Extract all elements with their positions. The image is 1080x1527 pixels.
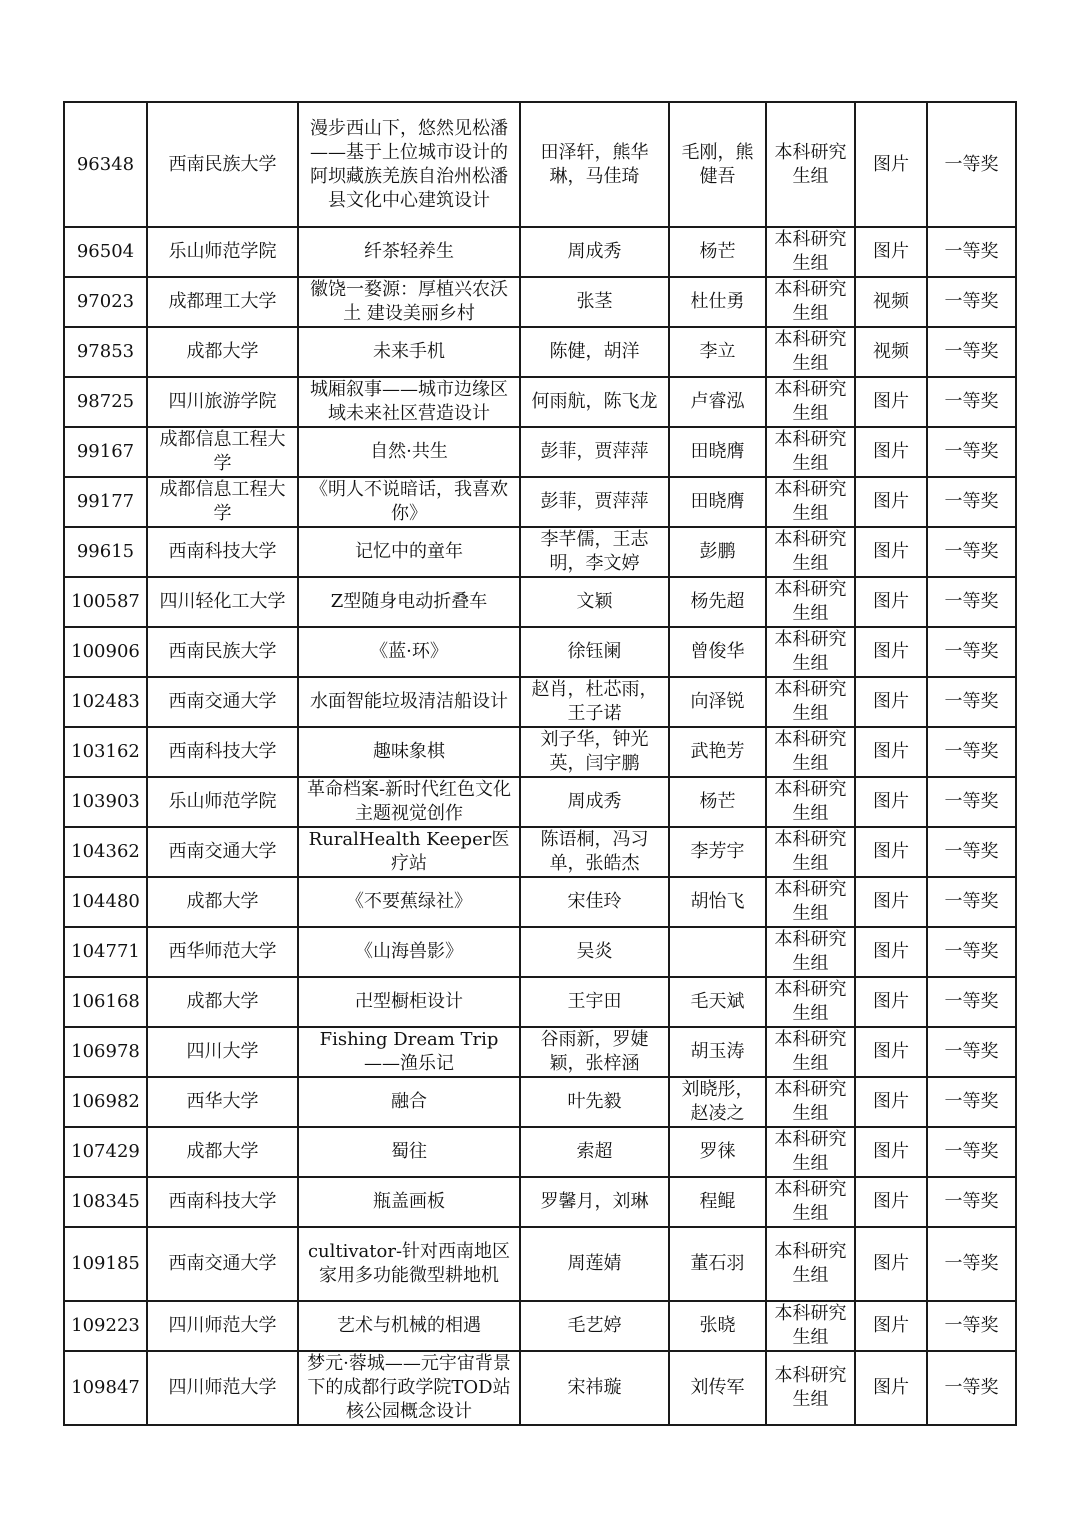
prize-cell: 一等奖 <box>927 102 1016 227</box>
award-id-cell: 104480 <box>64 877 147 927</box>
award-id-cell: 97853 <box>64 327 147 377</box>
award-id-cell: 103903 <box>64 777 147 827</box>
prize-cell: 一等奖 <box>927 627 1016 677</box>
work-title-cell: 梦元·蓉城——元宇宙背景下的成都行政学院TOD站核公园概念设计 <box>298 1351 520 1425</box>
work-type-cell: 图片 <box>855 727 927 777</box>
work-title-cell: 漫步西山下，悠然见松潘——基于上位城市设计的阿坝藏族羌族自治州松潘县文化中心建筑设计 <box>298 102 520 227</box>
table-row <box>64 727 1016 777</box>
school-cell: 西南民族大学 <box>147 102 298 227</box>
group-cell: 本科研究生组 <box>766 377 855 427</box>
work-type-cell: 图片 <box>855 227 927 277</box>
advisor-cell: 彭鹏 <box>669 527 766 577</box>
work-title-cell: 《山海兽影》 <box>298 927 520 977</box>
group-cell: 本科研究生组 <box>766 577 855 627</box>
authors-cell: 周成秀 <box>520 777 669 827</box>
table-row <box>64 102 1016 227</box>
table-row <box>64 627 1016 677</box>
authors-cell: 赵肖，杜芯雨，王子诺 <box>520 677 669 727</box>
advisor-cell: 董石羽 <box>669 1227 766 1301</box>
award-id-cell: 107429 <box>64 1127 147 1177</box>
authors-cell: 陈语桐，冯习单，张皓杰 <box>520 827 669 877</box>
table-row <box>64 477 1016 527</box>
authors-cell: 张茎 <box>520 277 669 327</box>
work-type-cell: 图片 <box>855 777 927 827</box>
work-title-cell: 未来手机 <box>298 327 520 377</box>
work-title-cell: 艺术与机械的相遇 <box>298 1301 520 1351</box>
school-cell: 成都大学 <box>147 977 298 1027</box>
group-cell: 本科研究生组 <box>766 1351 855 1425</box>
award-id-cell: 102483 <box>64 677 147 727</box>
advisor-cell: 罗徕 <box>669 1127 766 1177</box>
advisor-cell: 刘晓彤，赵凌之 <box>669 1077 766 1127</box>
work-title-cell: 革命档案-新时代红色文化主题视觉创作 <box>298 777 520 827</box>
authors-cell: 李芊儒，王志明，李文婷 <box>520 527 669 577</box>
group-cell: 本科研究生组 <box>766 1177 855 1227</box>
table-row <box>64 777 1016 827</box>
award-id-cell: 109847 <box>64 1351 147 1425</box>
work-title-cell: 水面智能垃圾清洁船设计 <box>298 677 520 727</box>
school-cell: 成都大学 <box>147 877 298 927</box>
prize-cell: 一等奖 <box>927 727 1016 777</box>
award-id-cell: 103162 <box>64 727 147 777</box>
authors-cell: 索超 <box>520 1127 669 1177</box>
advisor-cell: 田晓膺 <box>669 427 766 477</box>
group-cell: 本科研究生组 <box>766 1027 855 1077</box>
school-cell: 四川师范大学 <box>147 1351 298 1425</box>
group-cell: 本科研究生组 <box>766 102 855 227</box>
award-id-cell: 99167 <box>64 427 147 477</box>
prize-cell: 一等奖 <box>927 877 1016 927</box>
prize-cell: 一等奖 <box>927 827 1016 877</box>
prize-cell: 一等奖 <box>927 1177 1016 1227</box>
award-id-cell: 97023 <box>64 277 147 327</box>
school-cell: 西南交通大学 <box>147 1227 298 1301</box>
authors-cell: 陈健，胡洋 <box>520 327 669 377</box>
work-type-cell: 图片 <box>855 1027 927 1077</box>
table-row <box>64 827 1016 877</box>
award-id-cell: 106978 <box>64 1027 147 1077</box>
work-title-cell: 融合 <box>298 1077 520 1127</box>
table-row <box>64 1127 1016 1177</box>
advisor-cell: 张晓 <box>669 1301 766 1351</box>
work-title-cell: 《明人不说暗话，我喜欢你》 <box>298 477 520 527</box>
school-cell: 四川师范大学 <box>147 1301 298 1351</box>
prize-cell: 一等奖 <box>927 477 1016 527</box>
school-cell: 西南科技大学 <box>147 527 298 577</box>
work-title-cell: 蜀往 <box>298 1127 520 1177</box>
advisor-cell: 毛天斌 <box>669 977 766 1027</box>
authors-cell: 毛艺婷 <box>520 1301 669 1351</box>
authors-cell: 田泽轩，熊华琳，马佳琦 <box>520 102 669 227</box>
school-cell: 成都大学 <box>147 327 298 377</box>
authors-cell: 宋祎璇 <box>520 1351 669 1425</box>
advisor-cell: 李芳宇 <box>669 827 766 877</box>
school-cell: 西南科技大学 <box>147 727 298 777</box>
table-row <box>64 927 1016 977</box>
work-title-cell: 瓶盖画板 <box>298 1177 520 1227</box>
prize-cell: 一等奖 <box>927 1077 1016 1127</box>
school-cell: 西华师范大学 <box>147 927 298 977</box>
school-cell: 成都信息工程大学 <box>147 477 298 527</box>
award-id-cell: 108345 <box>64 1177 147 1227</box>
advisor-cell: 胡玉涛 <box>669 1027 766 1077</box>
table-row <box>64 1177 1016 1227</box>
award-id-cell: 96348 <box>64 102 147 227</box>
table-row <box>64 1351 1016 1425</box>
authors-cell: 叶先毅 <box>520 1077 669 1127</box>
award-id-cell: 106982 <box>64 1077 147 1127</box>
work-type-cell: 图片 <box>855 577 927 627</box>
work-title-cell: 《不要蕉绿社》 <box>298 877 520 927</box>
work-type-cell: 图片 <box>855 827 927 877</box>
group-cell: 本科研究生组 <box>766 477 855 527</box>
advisor-cell: 杨芒 <box>669 227 766 277</box>
advisor-cell: 向泽锐 <box>669 677 766 727</box>
group-cell: 本科研究生组 <box>766 727 855 777</box>
table-row <box>64 277 1016 327</box>
authors-cell: 吴炎 <box>520 927 669 977</box>
group-cell: 本科研究生组 <box>766 677 855 727</box>
authors-cell: 彭菲，贾萍萍 <box>520 477 669 527</box>
prize-cell: 一等奖 <box>927 277 1016 327</box>
school-cell: 成都大学 <box>147 1127 298 1177</box>
work-type-cell: 图片 <box>855 677 927 727</box>
group-cell: 本科研究生组 <box>766 427 855 477</box>
work-type-cell: 图片 <box>855 527 927 577</box>
prize-cell: 一等奖 <box>927 1227 1016 1301</box>
awards-table <box>63 101 1017 1426</box>
prize-cell: 一等奖 <box>927 677 1016 727</box>
award-id-cell: 99615 <box>64 527 147 577</box>
advisor-cell: 杨先超 <box>669 577 766 627</box>
award-id-cell: 100587 <box>64 577 147 627</box>
prize-cell: 一等奖 <box>927 427 1016 477</box>
group-cell: 本科研究生组 <box>766 1227 855 1301</box>
work-title-cell: RuralHealth Keeper医疗站 <box>298 827 520 877</box>
work-title-cell: 自然·共生 <box>298 427 520 477</box>
prize-cell: 一等奖 <box>927 1127 1016 1177</box>
table-row <box>64 227 1016 277</box>
group-cell: 本科研究生组 <box>766 1301 855 1351</box>
award-id-cell: 100906 <box>64 627 147 677</box>
work-type-cell: 图片 <box>855 477 927 527</box>
advisor-cell: 曾俊华 <box>669 627 766 677</box>
prize-cell: 一等奖 <box>927 777 1016 827</box>
table-row <box>64 427 1016 477</box>
advisor-cell: 李立 <box>669 327 766 377</box>
work-type-cell: 图片 <box>855 1351 927 1425</box>
work-type-cell: 图片 <box>855 877 927 927</box>
school-cell: 乐山师范学院 <box>147 777 298 827</box>
work-type-cell: 图片 <box>855 1301 927 1351</box>
advisor-cell: 胡怡飞 <box>669 877 766 927</box>
group-cell: 本科研究生组 <box>766 627 855 677</box>
award-id-cell: 96504 <box>64 227 147 277</box>
school-cell: 四川旅游学院 <box>147 377 298 427</box>
prize-cell: 一等奖 <box>927 577 1016 627</box>
group-cell: 本科研究生组 <box>766 877 855 927</box>
work-title-cell: cultivator-针对西南地区家用多功能微型耕地机 <box>298 1227 520 1301</box>
table-row <box>64 527 1016 577</box>
prize-cell: 一等奖 <box>927 977 1016 1027</box>
work-type-cell: 视频 <box>855 327 927 377</box>
award-id-cell: 104771 <box>64 927 147 977</box>
authors-cell: 周成秀 <box>520 227 669 277</box>
advisor-cell <box>669 927 766 977</box>
advisor-cell: 卢睿泓 <box>669 377 766 427</box>
work-title-cell: 趣味象棋 <box>298 727 520 777</box>
table-row <box>64 327 1016 377</box>
table-row <box>64 377 1016 427</box>
authors-cell: 周莲婧 <box>520 1227 669 1301</box>
work-type-cell: 图片 <box>855 977 927 1027</box>
school-cell: 四川轻化工大学 <box>147 577 298 627</box>
award-id-cell: 106168 <box>64 977 147 1027</box>
award-id-cell: 98725 <box>64 377 147 427</box>
group-cell: 本科研究生组 <box>766 327 855 377</box>
prize-cell: 一等奖 <box>927 327 1016 377</box>
school-cell: 西南科技大学 <box>147 1177 298 1227</box>
work-title-cell: 城厢叙事——城市边缘区域未来社区营造设计 <box>298 377 520 427</box>
table-row <box>64 1027 1016 1077</box>
table-row <box>64 977 1016 1027</box>
advisor-cell: 杨芒 <box>669 777 766 827</box>
table-row <box>64 1077 1016 1127</box>
group-cell: 本科研究生组 <box>766 827 855 877</box>
work-type-cell: 图片 <box>855 1127 927 1177</box>
authors-cell: 王宇田 <box>520 977 669 1027</box>
authors-cell: 罗馨月，刘琳 <box>520 1177 669 1227</box>
advisor-cell: 刘传军 <box>669 1351 766 1425</box>
school-cell: 成都信息工程大学 <box>147 427 298 477</box>
work-type-cell: 图片 <box>855 1177 927 1227</box>
award-id-cell: 99177 <box>64 477 147 527</box>
group-cell: 本科研究生组 <box>766 777 855 827</box>
school-cell: 西华大学 <box>147 1077 298 1127</box>
authors-cell: 何雨航，陈飞龙 <box>520 377 669 427</box>
work-type-cell: 图片 <box>855 927 927 977</box>
work-type-cell: 图片 <box>855 627 927 677</box>
prize-cell: 一等奖 <box>927 1027 1016 1077</box>
prize-cell: 一等奖 <box>927 1301 1016 1351</box>
authors-cell: 彭菲，贾萍萍 <box>520 427 669 477</box>
school-cell: 西南交通大学 <box>147 827 298 877</box>
work-title-cell: 记忆中的童年 <box>298 527 520 577</box>
school-cell: 四川大学 <box>147 1027 298 1077</box>
work-type-cell: 图片 <box>855 102 927 227</box>
advisor-cell: 程鲲 <box>669 1177 766 1227</box>
group-cell: 本科研究生组 <box>766 1077 855 1127</box>
advisor-cell: 毛刚，熊健吾 <box>669 102 766 227</box>
work-title-cell: Z型随身电动折叠车 <box>298 577 520 627</box>
award-id-cell: 109185 <box>64 1227 147 1301</box>
prize-cell: 一等奖 <box>927 927 1016 977</box>
work-type-cell: 图片 <box>855 1227 927 1301</box>
group-cell: 本科研究生组 <box>766 527 855 577</box>
work-title-cell: 徽饶一婺源：厚植兴农沃土 建设美丽乡村 <box>298 277 520 327</box>
work-type-cell: 图片 <box>855 427 927 477</box>
authors-cell: 宋佳玲 <box>520 877 669 927</box>
table-row <box>64 577 1016 627</box>
prize-cell: 一等奖 <box>927 1351 1016 1425</box>
prize-cell: 一等奖 <box>927 377 1016 427</box>
group-cell: 本科研究生组 <box>766 977 855 1027</box>
work-type-cell: 视频 <box>855 277 927 327</box>
advisor-cell: 田晓膺 <box>669 477 766 527</box>
table-body <box>64 102 1016 1425</box>
work-title-cell: Fishing Dream Trip——渔乐记 <box>298 1027 520 1077</box>
advisor-cell: 杜仕勇 <box>669 277 766 327</box>
work-title-cell: 卍型橱柜设计 <box>298 977 520 1027</box>
advisor-cell: 武艳芳 <box>669 727 766 777</box>
authors-cell: 刘子华，钟光英，闫宇鹏 <box>520 727 669 777</box>
work-title-cell: 纤茶轻养生 <box>298 227 520 277</box>
prize-cell: 一等奖 <box>927 527 1016 577</box>
group-cell: 本科研究生组 <box>766 227 855 277</box>
authors-cell: 谷雨新，罗婕颖，张梓涵 <box>520 1027 669 1077</box>
work-type-cell: 图片 <box>855 377 927 427</box>
school-cell: 乐山师范学院 <box>147 227 298 277</box>
authors-cell: 文颖 <box>520 577 669 627</box>
work-type-cell: 图片 <box>855 1077 927 1127</box>
table-row <box>64 1227 1016 1301</box>
award-id-cell: 109223 <box>64 1301 147 1351</box>
table-row <box>64 1301 1016 1351</box>
authors-cell: 徐钰阑 <box>520 627 669 677</box>
prize-cell: 一等奖 <box>927 227 1016 277</box>
award-id-cell: 104362 <box>64 827 147 877</box>
school-cell: 西南交通大学 <box>147 677 298 727</box>
group-cell: 本科研究生组 <box>766 1127 855 1177</box>
school-cell: 成都理工大学 <box>147 277 298 327</box>
group-cell: 本科研究生组 <box>766 277 855 327</box>
table-row <box>64 677 1016 727</box>
table-row <box>64 877 1016 927</box>
school-cell: 西南民族大学 <box>147 627 298 677</box>
work-title-cell: 《蓝·环》 <box>298 627 520 677</box>
group-cell: 本科研究生组 <box>766 927 855 977</box>
